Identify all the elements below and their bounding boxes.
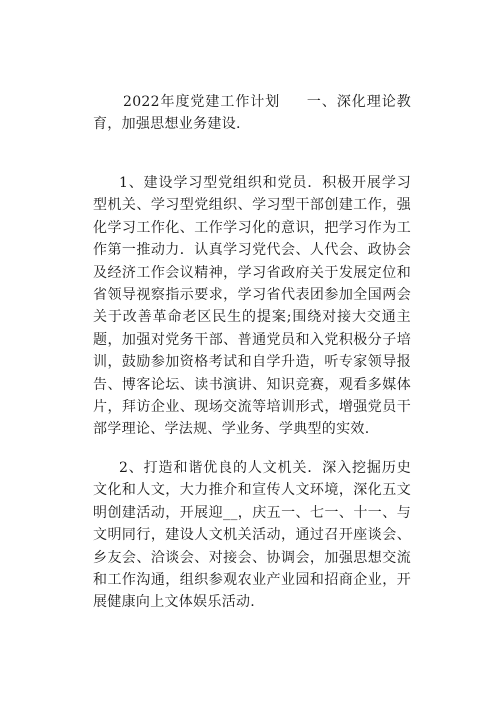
document-heading: 2022年度党建工作计划 [123,94,281,110]
paragraph-item-2 [93,457,411,614]
paragraph-text: 1、建设学习型党组织和党员．积极开展学习型机关、学习型党组织、学习型干部创建工作，强化学习工作化、工作学习化的意识，把学习作为工作第一推动力．认真学习党代会、人代会、政协会及经济工作会议精神，学习省政府关于发展定位和省领导视察指示要求，学习省代表团参加全国两会关于改善革命老区民生的提案;围绕对接大交通主题，加强对党务干部、普通党员和入党积极分子培训，鼓励参加资格考试和自学升造，听专家领导报告、博客论坛、读书演讲、知识竞赛，观看多媒体片，拜访企业、现场交流等培训形式，增强党员干部学理论、学法规、学业务、学典型的实效. [93,175,411,438]
heading-paragraph [93,91,411,136]
section-one-heading: 一、深化理论教育，加强思想业务建设. [93,94,411,133]
paragraph-text: 2、打造和谐优良的人文机关．深入挖掘历史文化和人文，大力推介和宣传人文环境，深化五文明创建活动，开展迎__，庆五一、七一、十一、与文明同行，建设人文机关活动，通过召开座谈会、乡友会、洽谈会、对接会、协调会，加强思想交流和工作沟通，组织参观农业产业园和招商企业，开展健康向上文体娱乐活动. [93,460,411,611]
paragraph-item-1 [93,172,411,441]
